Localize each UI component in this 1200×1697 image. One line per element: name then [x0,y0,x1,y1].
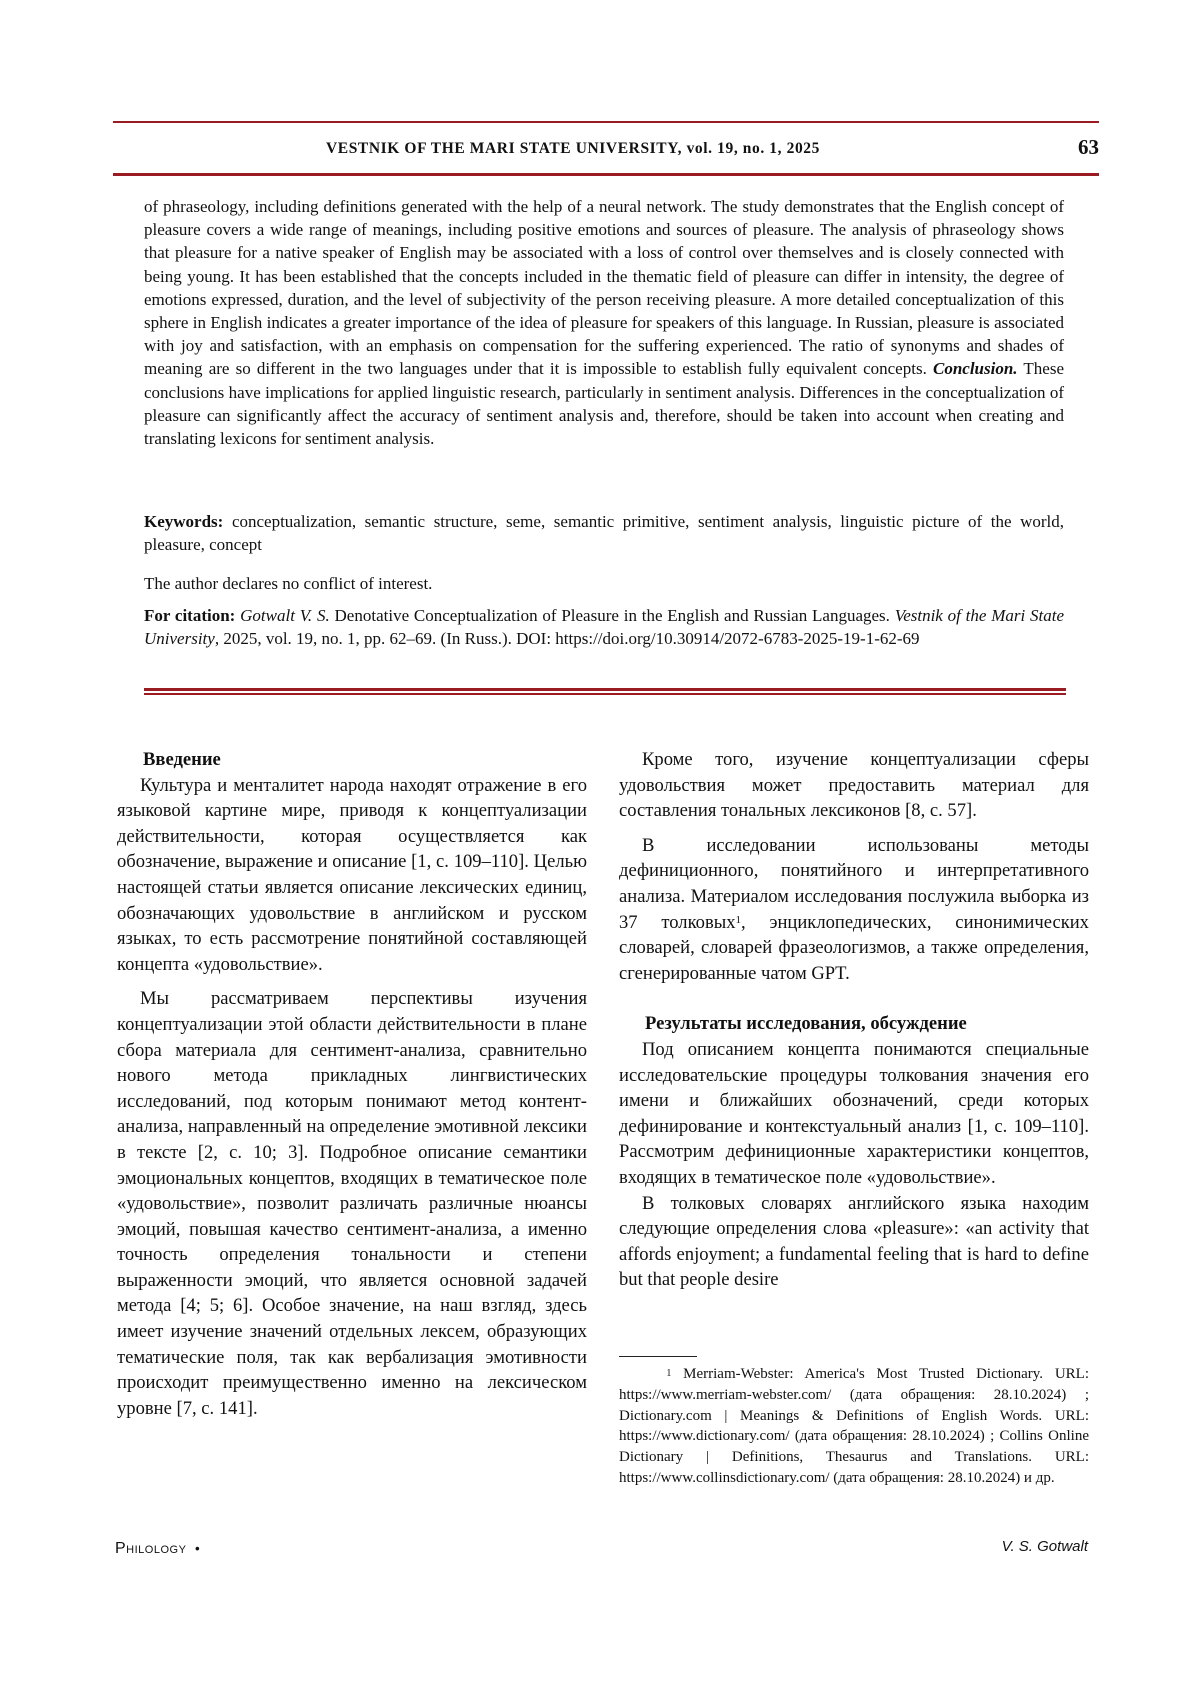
paragraph: В толковых словарях английского языка находим следующие определения слова «pleasure»: «an activity that affords enjoyment; a fundamental feeling that is hard to define but that people desire [619,1192,1089,1291]
footer-author: V. S. Gotwalt [1001,1538,1088,1555]
footnote-text: Merriam-Webster: America's Most Trusted Dictionary. URL: https://www.merriam-webster.com/ (дата обращения: 28.10.2024) ; Dictionary.com | Meanings & Definitions of English Words. URL: https://www.dictionary.com/ (дата обращения: 28.10.2024) ; Collins Online Dictionary | Definitions, Thesaurus and Translations. URL: https://www.collinsdictionary.com/ (дата обращения: 28.10.2024) и др. [619,1366,1089,1486]
section-heading-results: Результаты исследования, обсуждение [645,1013,967,1035]
page-number: 63 [1078,135,1099,159]
paragraph: Культура и менталитет народа находят отражение в его языковой картине мире, приводя к концептуализации действительности, которая осуществляется как обозначение, выражение и описание [1, с. 109–110]. Целью настоящей статьи является описание лексических единиц, обозначающих удовольствие в английском и русском языках, то есть рассмотрение понятийной составляющей концепта «удовольствие». [117,774,587,975]
paragraph: Под описанием концепта понимаются специальные исследовательские процедуры толкования значения его имени и ближайших обозначений, среди которых дефинирование и контекстуальный анализ [1, с. 109–110]. Рассмотрим дефиниционные характеристики концептов, входящих в тематическое поле «удовольствие». [619,1038,1089,1188]
citation-label: For citation: [144,606,236,625]
abstract-end-rule-thin [144,693,1066,695]
running-header: VESTNIK OF THE MARI STATE UNIVERSITY, vol. 19, no. 1, 2025 [325,140,820,157]
footnote-separator [619,1356,697,1357]
footer-section-name: Philology [115,1540,187,1557]
abstract-text: of phraseology, including definitions generated with the help of a neural network. The study demonstrates that the English concept of pleasure covers a wide range of meanings, including positive emotions and sources of pleasure. The analysis of phraseology shows that pleasure for a native speaker of English may be associated with a loss of control over themselves and is closely connected with being young. It has been established that the concepts included in the thematic field of pleasure can differ in intensity, the degree of emotions expressed, duration, and the level of subjectivity of the person receiving pleasure. A more detailed conceptualization of this sphere in English indicates a greater importance of the idea of pleasure for speakers of this language. In Russian, pleasure is associated with joy and satisfaction, with an emphasis on compensation for the suffering experienced. The ratio of synonyms and shades of meaning are so different in the two languages under that it is impossible to establish fully equivalent concepts. [144,197,1064,379]
citation-journal: Vestnik of the Mari State University [144,606,1065,649]
header-bottom-rule [113,173,1099,176]
footnote-reference[interactable]: 1 [735,913,742,926]
conclusion-label: Conclusion. [933,359,1018,379]
header-top-rule [113,121,1099,123]
abstract-end-rule [144,688,1066,691]
conclusion-text: These conclusions have implications for applied linguistic research, particularly in sentiment analysis. Differences in the conceptualization of pleasure can significantly affect the accuracy of sentiment analysis and, therefore, should be taken into account when creating and translating lexicons for sentiment analysis. [144,359,1065,449]
paragraph [619,833,1089,987]
footer-section [115,1540,200,1558]
keywords-text: conceptualization, semantic structure, seme, semantic primitive, sentiment analysis, linguistic picture of the world, pleasure, concept [144,512,1064,555]
footer-bullet: • [194,1541,201,1556]
left-column [117,747,587,1421]
paragraph: Кроме того, изучение концептуализации сферы удовольствия может предоставить материал для составления тональных лексиконов [8, с. 57]. [619,749,1089,822]
keywords [144,510,1064,556]
paragraph-text: В исследовании использованы методы дефиниционного, понятийного и интерпретативного анализа. Материалом исследования послужила выборка из 37 толковых [619,834,1089,933]
section-heading-introduction: Введение [143,749,221,770]
footnote [619,1364,1089,1489]
paragraph-text: , энциклопедических, синонимических словарей, словарей фразеологизмов, а также определения, сгенерированные чатом GPT. [619,911,1089,984]
footnote-number: 1 [666,1368,672,1379]
conflict-statement: The author declares no conflict of interest. [144,574,433,593]
citation-details: , 2025, vol. 19, no. 1, pp. 62–69. (In Russ.). DOI: https://doi.org/10.30914/2072-6783-2025-19-1-62-69 [214,629,920,649]
keywords-label: Keywords: [144,512,224,531]
citation [144,604,1064,650]
abstract [144,195,1064,450]
citation-title: Denotative Conceptualization of Pleasure in the English and Russian Languages. [334,606,890,625]
paragraph: Мы рассматриваем перспективы изучения концептуализации этой области действительности в плане сбора материала для сентимент-анализа, сравнительно нового метода прикладных лингвистических исследований, под которым понимают метод контент-анализа, направленный на определение эмотивной лексики в тексте [2, с. 10; 3]. Подробное описание семантики эмоциональных концептов, входящих в тематическое поле «удовольствие», позволит различать различные нюансы эмоций, повышая качество сентимент-анализа, а именно точность определения тональности и степени выраженности эмоций, что является основной задачей метода [4; 5; 6]. Особое значение, на наш взгляд, здесь имеет изучение значений отдельных лексем, образующих тематические поля, так как вербализация эмотивности происходит преимущественно именно на лексическом уровне [7, с. 141]. [117,988,587,1419]
right-column [619,747,1089,1293]
citation-author: Gotwalt V. S. [240,606,330,625]
